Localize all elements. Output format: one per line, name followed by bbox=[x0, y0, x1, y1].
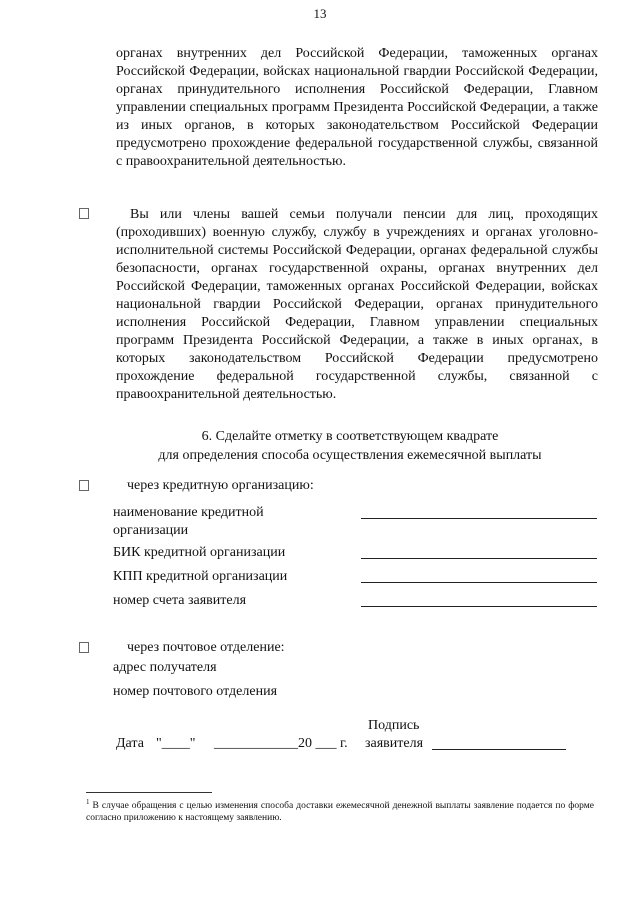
footnote bbox=[86, 796, 594, 824]
account-number-field[interactable] bbox=[361, 606, 597, 607]
signature-field[interactable] bbox=[432, 749, 566, 750]
account-number-label: номер счета заявителя bbox=[113, 593, 247, 608]
credit-org-name-label-line-2: организации bbox=[113, 523, 189, 538]
credit-org-name-label-line-1: наименование кредитной bbox=[113, 505, 264, 520]
section-6-heading-line-2: для определения способа осуществления ежемесячной выплаты bbox=[158, 448, 542, 463]
footnote-separator bbox=[86, 792, 212, 793]
date-label: Дата bbox=[116, 736, 144, 751]
bik-field[interactable] bbox=[361, 558, 597, 559]
postal-office-number-label: номер почтового отделения bbox=[113, 684, 278, 699]
recipient-address-label: адрес получателя bbox=[113, 660, 217, 675]
footnote-marker: 1 bbox=[86, 798, 90, 806]
kpp-label: КПП кредитной организации bbox=[113, 569, 288, 584]
page-number: 13 bbox=[313, 6, 327, 21]
footnote-text: В случае обращения с целью изменения способа доставки ежемесячной денежной выплаты заявление подается по форме согласно приложению к настоящему заявлению. bbox=[86, 801, 594, 824]
checkbox-pension[interactable] bbox=[79, 208, 89, 219]
section-6-heading-line-1: 6. Сделайте отметку в соответствующем квадрате bbox=[201, 429, 499, 444]
date-month-field[interactable]: ____________ bbox=[214, 736, 298, 751]
checkbox-credit-organization[interactable] bbox=[79, 480, 89, 491]
option-postal-office: через почтовое отделение: bbox=[127, 640, 285, 655]
signature-label-line-2: заявителя bbox=[365, 736, 424, 751]
date-day-field[interactable]: "____" bbox=[156, 736, 196, 751]
signature-label-line-1: Подпись bbox=[368, 718, 420, 733]
kpp-field[interactable] bbox=[361, 582, 597, 583]
credit-org-name-field[interactable] bbox=[361, 518, 597, 519]
paragraph-pension-question: Вы или члены вашей семьи получали пенсии для лиц, проходящих (проходивших) военную службу, службу в учреждениях и органах уголовно-исполнительной системы Российской Федерации, органах федеральной службы безопасности, органах государственной охраны, органах внутренних дел Российской Федерации, таможенных органах Российской Федерации, войсках национальной гвардии Российской Федерации, органах принудительного исполнения Российской Федерации, Главном управлении специальных программ Президента Российской Федерации, а также в иных органах, в которых законодательством Российской Федерации предусмотрено прохождение федеральной государственной службы, связанной с правоохранительной деятельностью. bbox=[116, 207, 598, 402]
bik-label: БИК кредитной организации bbox=[113, 545, 286, 560]
option-credit-organization: через кредитную организацию: bbox=[127, 478, 314, 493]
date-year-field[interactable]: 20 ___ г. bbox=[298, 736, 348, 751]
paragraph-continuation: органах внутренних дел Российской Федерации, таможенных органах Российской Федерации, войсках национальной гвардии Российской Федерации, органах принудительного исполнения Российской Федерации, Главном управлении специальных программ Президента Российской Федерации, а также из иных органов, в которых законодательством Российской Федерации предусмотрено прохождение федеральной государственной службы, связанной с правоохранительной деятельностью. bbox=[116, 46, 598, 169]
checkbox-postal-office[interactable] bbox=[79, 642, 89, 653]
